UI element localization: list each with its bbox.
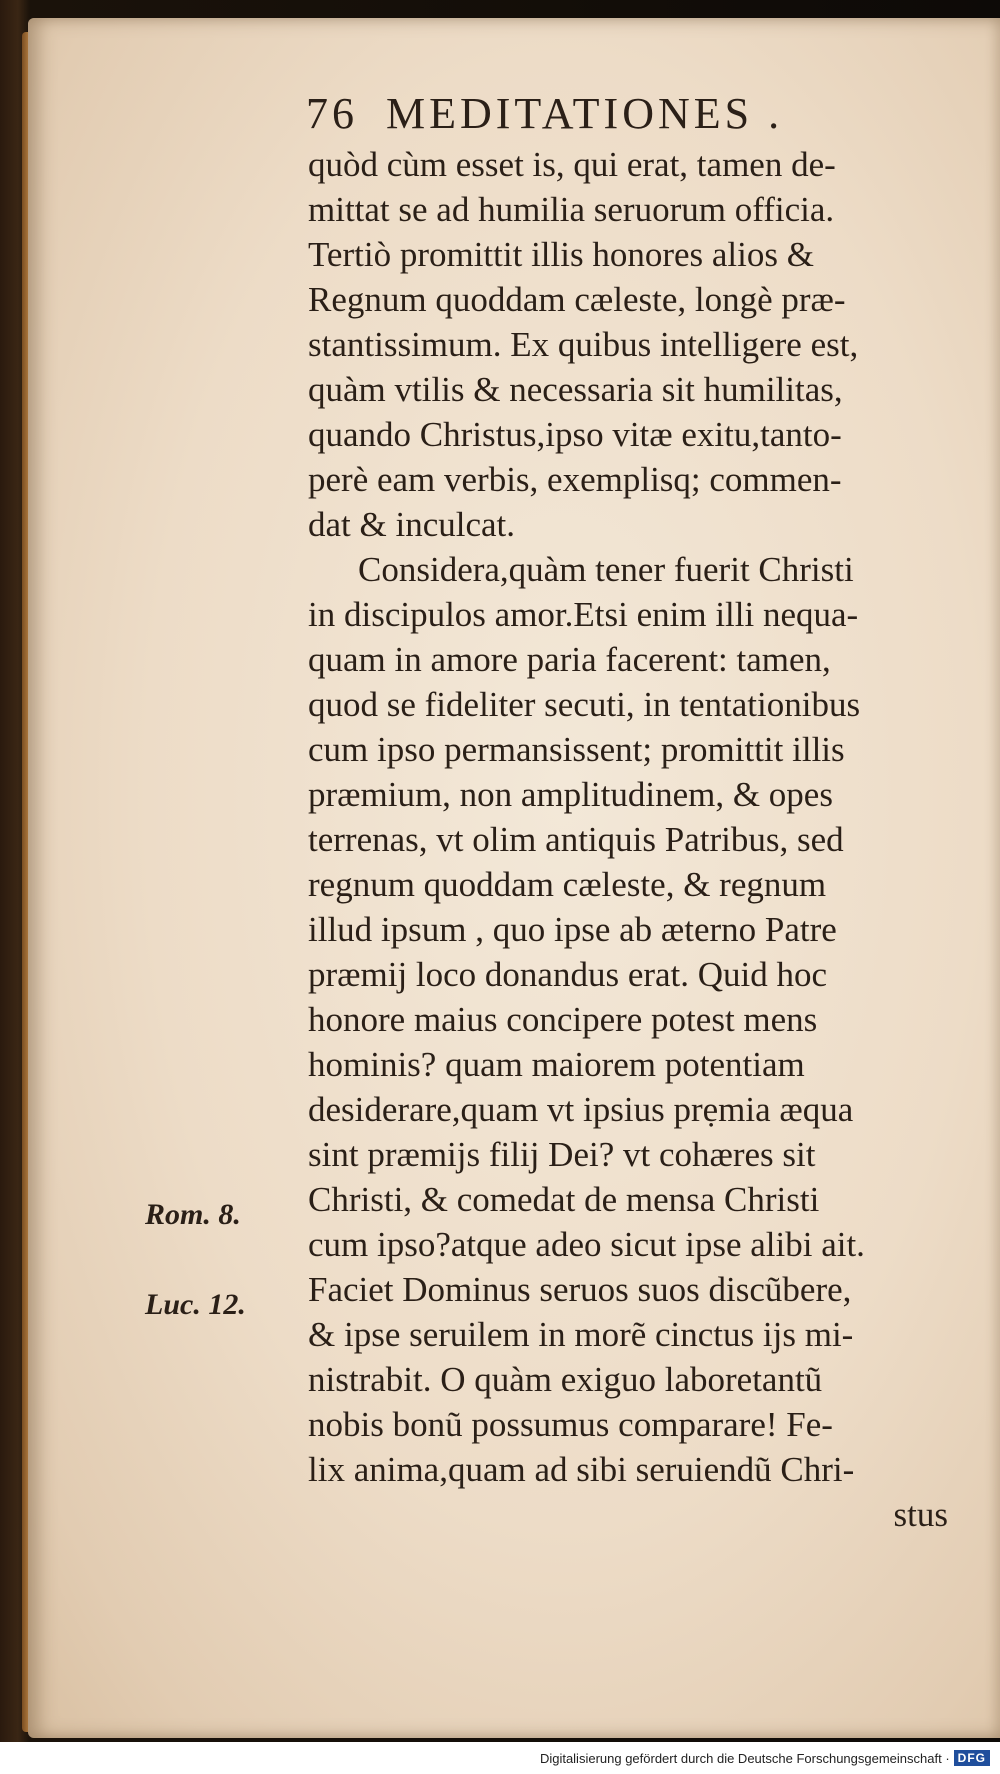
text-line: regnum quoddam cæleste, & regnum [308, 865, 827, 904]
text-line: desiderare,quam vt ipsius prẹmia æqua [308, 1090, 854, 1129]
paragraph-start-line: Considera,quàm tener fuerit Christi [358, 550, 854, 589]
text-line: cum ipso?atque adeo sicut ipse alibi ait. [308, 1225, 865, 1264]
text-line: honore maius concipere potest mens [308, 1000, 818, 1039]
text-line: cum ipso permansissent; promittit illis [308, 730, 845, 769]
text-line: præmium, non amplitudinem, & opes [308, 775, 833, 814]
text-line: perè eam verbis, exemplisq; commen- [308, 460, 842, 499]
text-line: nistrabit. O quàm exiguo laboretantũ [308, 1360, 823, 1399]
digitization-credit [532, 1745, 994, 1771]
text-line: Regnum quoddam cæleste, longè præ- [308, 280, 846, 319]
credit-text: Digitalisierung gefördert durch die Deutsche Forschungsgemeinschaft · [539, 1750, 950, 1766]
margin-note-rom: Rom. 8. [145, 1198, 241, 1231]
text-line: Christi, & comedat de mensa Christi [308, 1180, 820, 1219]
text-line: dat & inculcat. [308, 505, 516, 544]
text-line: quòd cùm esset is, qui erat, tamen de- [308, 145, 836, 184]
text-line: sint præmijs filij Dei? vt cohæres sit [308, 1135, 816, 1174]
text-line: præmij loco donandus erat. Quid hoc [308, 955, 828, 994]
text-line: quam in amore paria facerent: tamen, [308, 640, 831, 679]
text-line: in discipulos amor.Etsi enim illi nequa- [308, 595, 859, 634]
dfg-logo: DFG [954, 1750, 990, 1766]
page-number: 76 [306, 89, 358, 138]
text-line: quàm vtilis & necessaria sit humilitas, [308, 370, 843, 409]
text-line: Faciet Dominus seruos suos discũbere, [308, 1270, 852, 1309]
text-line: illud ipsum , quo ipse ab æterno Patre [308, 910, 837, 949]
margin-note-luc: Luc. 12. [145, 1288, 246, 1321]
running-header [306, 88, 783, 139]
text-line: Tertiò promittit illis honores alios & [308, 235, 814, 274]
text-line: terrenas, vt olim antiquis Patribus, sed [308, 820, 844, 859]
text-line: quod se fideliter secuti, in tentationibus [308, 685, 861, 724]
text-line: lix anima,quam ad sibi seruiendũ Chri- [308, 1450, 855, 1489]
text-line: nobis bonũ possumus comparare! Fe- [308, 1405, 833, 1444]
text-line: mittat se ad humilia seruorum officia. [308, 190, 835, 229]
text-line: quando Christus,ipso vitæ exitu,tanto- [308, 415, 842, 454]
text-line: hominis? quam maiorem potentiam [308, 1045, 805, 1084]
text-line: & ipse seruilem in morẽ cinctus ijs mi- [308, 1315, 854, 1354]
text-line: stantissimum. Ex quibus intelligere est, [308, 325, 859, 364]
running-title: MEDITATIONES . [386, 89, 784, 138]
body-text [308, 142, 948, 1537]
catchword: stus [893, 1495, 948, 1534]
